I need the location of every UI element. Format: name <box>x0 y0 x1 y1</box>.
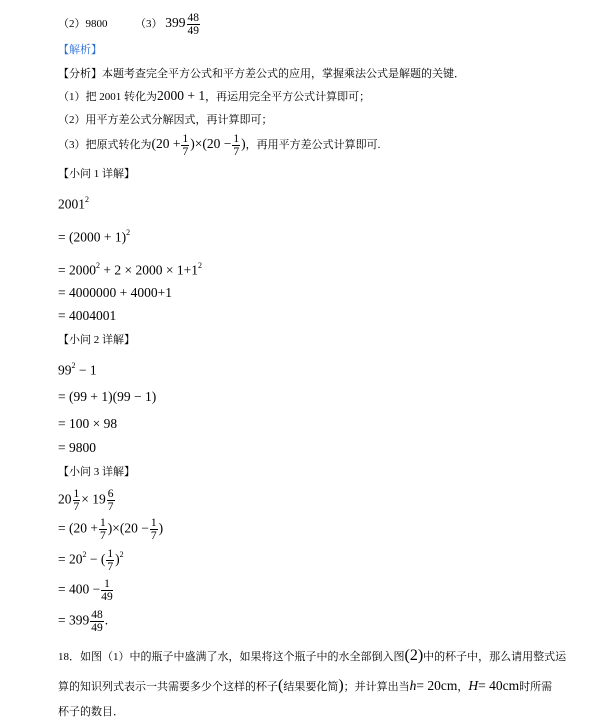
q3-line-3: = $20^2$ − ( $\frac{1}{7}$ )$^2$ <box>58 548 124 573</box>
problem-18-line-3: 杯子的数目． <box>58 706 124 718</box>
q1-title: 【小问 1 详解】 <box>58 168 135 180</box>
answer-3-whole: 399 <box>165 15 186 31</box>
q1-line-2: = $(2000 + 1)^2$ <box>58 228 131 245</box>
q2-line-1: $99^2 - 1$ <box>58 361 97 378</box>
q2-title: 【小问 2 详解】 <box>58 334 135 346</box>
q3-line-1: 20 $\frac{1}{7}$ × 19 $\frac{6}{7}$ <box>58 488 114 513</box>
q2-line-2: = (99 + 1)(99 − 1) <box>58 389 157 404</box>
step-2: （2）用平方差公式分解因式，再计算即可； <box>58 114 273 126</box>
q3-line-2: = (20 + $\frac{1}{7}$ )×(20 − $\frac{1}{7}$ ) <box>58 517 164 542</box>
answer-3-fraction: $\frac{48}{49}$ <box>187 12 199 37</box>
q1-line-1: 2001$^2$ <box>58 195 89 212</box>
problem-18-line-1: 18．如图（1）中的瓶子中盛满了水，如果将这个瓶子中的水全部倒入图(2)中的杯子中，那么请用整式运 <box>58 647 567 664</box>
q3-line-4: = 400 − $\frac{1}{49}$ <box>58 578 113 603</box>
top-answers <box>58 12 201 37</box>
step-1: （1）把 2001 转化为2000 + 1，再运用完全平方公式计算即可； <box>58 88 371 103</box>
q1-line-5: = 4004001 <box>58 308 117 323</box>
step-3: （3）把原式转化为(20 + $\frac{1}{7}$ )×(20 − $\frac{1}{7}$ )，再用平方差公式计算即可. <box>58 133 381 158</box>
q3-title: 【小问 3 详解】 <box>58 466 135 478</box>
q3-line-5: = 399 $\frac{48}{49}$ . <box>58 609 109 634</box>
q2-line-3: = 100 × 98 <box>58 416 118 431</box>
answer-3-label: （3） <box>135 18 163 31</box>
fenxi-line: 【分析】本题考查完全平方公式和平方差公式的应用，掌握乘法公式是解题的关键． <box>58 68 465 80</box>
answer-2: （2）9800 <box>58 18 108 31</box>
q1-line-3: = $2000^2 + 2 \times 2000 \times 1+1^2$ <box>58 261 202 278</box>
problem-18-line-2: 算的知识列式表示一共需要多少个这样的杯子(结果要化简)；并计算出当h= 20cm，H= 40cm时所需 <box>58 677 553 694</box>
q1-line-4: = 4000000 + 4000+1 <box>58 285 172 300</box>
analysis-tag: 【解析】 <box>58 44 102 56</box>
q2-line-4: = 9800 <box>58 440 96 455</box>
